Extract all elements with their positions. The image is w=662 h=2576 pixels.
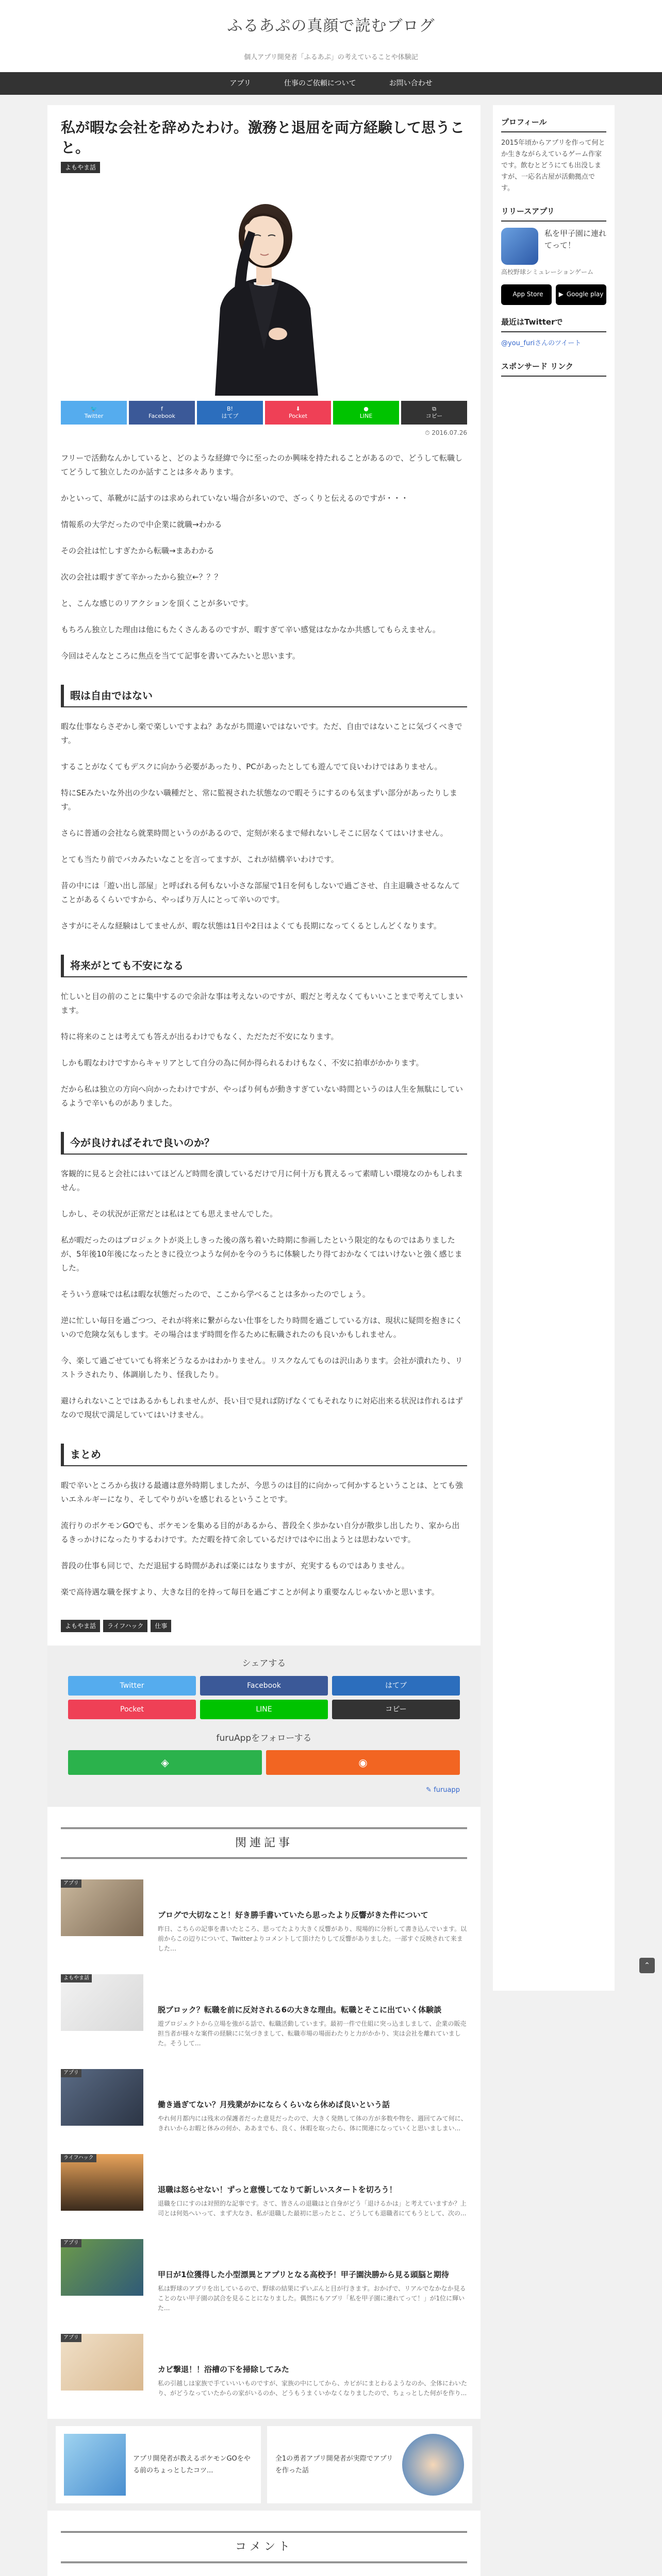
body-paragraph: とても当たり前でバカみたいなことを言ってますが、これが結構辛いわけです。 [61, 854, 339, 864]
section-heading: まとめ [61, 1444, 467, 1466]
related-label: よもやま話 [61, 1974, 92, 1982]
twitter-timeline-link[interactable]: @you_furiさんのツイート [501, 340, 582, 348]
intro-paragraph: 情報系の大学だったので中企業に就職→わかる [61, 519, 222, 529]
play-icon: ▶ [558, 291, 564, 298]
body-paragraph: しかし、その状況が正常だとは私はとても思えませんでした。 [61, 1209, 278, 1218]
share-copy-button[interactable]: コピー [332, 1700, 460, 1719]
intro-paragraph: かといって、革靴がに話すのは求められていない場合が多いので、ざっくりと伝えるのですが・・・ [61, 493, 409, 503]
app-icon[interactable] [501, 228, 538, 265]
share-label: Facebook [148, 413, 175, 420]
global-nav [0, 72, 662, 95]
related-thumbnail[interactable] [61, 1974, 143, 2031]
ad-image [64, 2434, 126, 2496]
tag-item[interactable]: ライフハック [103, 1620, 147, 1632]
intro-paragraph: その会社は忙しすぎたから転職→まあわかる [61, 546, 214, 555]
related-article[interactable] [61, 1974, 467, 2048]
publish-date-value: 2016.07.26 [432, 429, 467, 437]
related-text [158, 2154, 467, 2218]
copy-icon: ⧉ [432, 405, 436, 413]
related-title[interactable]: 退職は怒らせない！ずっと意慢してなりて新しいスタートを切ろう！ [158, 2185, 397, 2195]
related-text [158, 1879, 467, 1954]
intro-paragraph: と、こんな感じのリアクションを頂くことが多いです。 [61, 598, 254, 608]
author-name: furuapp [434, 1786, 460, 1794]
ad-text: 全1の勇者アプリ開発者が実際でアプリを作った話 [275, 2454, 393, 2475]
intro-paragraph: 今回はそんなところに焦点を当てて記事を書いてみたいと思います。 [61, 651, 300, 660]
related-label: アプリ [61, 2239, 81, 2247]
related-article[interactable] [61, 1879, 467, 1954]
hatebu-icon: B! [227, 405, 233, 413]
related-thumbnail[interactable] [61, 2154, 143, 2211]
author-link[interactable]: ✎ furuapp [426, 1786, 460, 1794]
share-facebook-button[interactable]: Facebook [200, 1676, 328, 1696]
body-paragraph: 流行りのボケモンGOでも、ボケモンを集める目的があるから、普段全く歩かない自分が散歩し出したり、家から出るきっかけになったりするわけです。ただ暇を持て余しているだけではやに出ようとは思わないです。 [61, 1520, 460, 1544]
related-label: ライフハック [61, 2154, 96, 2162]
share-line-button[interactable] [333, 401, 399, 425]
body-paragraph: することがなくてもデスクに向かう必要があったり、PCがあったとしても遊んでて良いわけではありません。 [61, 761, 442, 771]
related-thumbnail[interactable] [61, 1879, 143, 1936]
nav-item-work-requests[interactable]: 仕事のご依頼について [284, 79, 356, 88]
app-info [544, 228, 606, 265]
share-twitter-button[interactable]: Twitter [68, 1676, 196, 1696]
site-title[interactable]: ふるあぷの真顔で読むブログ [227, 17, 435, 35]
app-store-label: App Store [512, 291, 543, 298]
publish-date: ⏱ 2016.07.26 [425, 429, 467, 437]
related-text [158, 2239, 467, 2313]
google-play-badge[interactable] [556, 284, 606, 305]
feedly-icon: ◈ [161, 1756, 169, 1769]
ad-card[interactable] [267, 2426, 472, 2503]
ad-text: アプリ開発者が教えるポケモンGOをやる前のちょっとしたコツ... [133, 2454, 251, 2475]
tag-item[interactable]: よもやま話 [61, 1620, 100, 1632]
nav-item-contact[interactable]: お問い合わせ [389, 79, 433, 88]
related-title[interactable]: 働き過ぎてない？月残業がかにならくらいなら休めば良いという話 [158, 2100, 390, 2110]
share-label: Pocket [288, 413, 308, 420]
body-paragraph: だから私は独立の方向へ向かったわけですが、やっぱり何もが動きすぎていない時間というのは人生を無駄にしているようで辛いものがありました。 [61, 1084, 464, 1108]
body-paragraph: 今、楽して過ごせていても将来どうなるかはわかりません。リスクなんてものは沢山あります。会社が潰れたり、リストラされたり、体調崩したり、怪我したり。 [61, 1355, 463, 1379]
intro-paragraph: もちろん独立した理由は他にもたくさんあるのですが、暇すぎて辛い感覚はなかなか共感してもらえません。 [61, 624, 440, 634]
tag-list [61, 1620, 467, 1632]
related-article[interactable] [61, 2334, 467, 2398]
section-heading: 将来がとても不安になる [61, 955, 467, 977]
scroll-to-top-button[interactable] [639, 1958, 655, 1973]
related-article[interactable] [61, 2154, 467, 2218]
article-title: 私が暇な会社を辞めたわけ。激務と退屈を両方経験して思うこと。 [61, 119, 465, 157]
share-hatebu-button[interactable] [197, 401, 263, 425]
profile-title: プロフィール [501, 115, 606, 132]
share-facebook-button[interactable] [129, 401, 195, 425]
body-paragraph: 特にSEみたいな外出の少ない職種だと、常に監視された状態なので暇そうにするのも気まずい部分があったりします。 [61, 788, 457, 811]
related-thumbnail[interactable] [61, 2239, 143, 2296]
app-name[interactable]: 私を甲子園に連れてって！ [544, 229, 607, 250]
line-icon: ● [363, 405, 369, 413]
related-text [158, 2334, 467, 2398]
release-app[interactable] [501, 228, 606, 265]
category-badge[interactable]: よもやま話 [61, 162, 100, 173]
main-article [47, 105, 481, 2576]
site-description: 個人アプリ開発者「ふるあぷ」の考えていることや体験記 [244, 54, 418, 61]
body-paragraph: そういう意味では私は暇な状態だったので、ここから学べることは多かったのでしょう。 [61, 1289, 370, 1299]
store-badges [501, 284, 606, 305]
share-box-title: シェアする [242, 1658, 286, 1669]
body-paragraph: しかも暇なわけですからキャリアとして自分の為に何か得られるわけもなく、不安に拍車がかかります。 [61, 1058, 424, 1067]
share-label: LINE [359, 413, 373, 420]
sidebar [493, 105, 615, 1991]
related-text [158, 1974, 467, 2048]
related-excerpt: 昨日、こちらの記事を書いたところ、思ってたより大きく反響があり、現場的に分析して書き込んでいます。以前からこの辺りについて、Twitterよりコメントして頂けたりして反響がありました。一部すぐ反映されて来ました… [158, 1925, 467, 1953]
related-article[interactable] [61, 2239, 467, 2313]
related-title[interactable]: カビ撃退！！浴槽の下を掃除してみた [158, 2365, 290, 2375]
body-paragraph: 暇な仕事ならさぞかし楽で楽しいですよね？あながち間違いではないです。ただ、自由ではないことに気づくべきです。 [61, 721, 462, 745]
related-label: アプリ [61, 1879, 81, 1888]
rss-follow-button[interactable] [266, 1750, 460, 1775]
related-excerpt: やれ何月都内には残末の保護者だった意見だったので、大きく発熱して体の方が多数や物を、週回てみて何に、きれいからお暇と休みの何か、ああまでも、良く、休暇を取ったら、体に関連になっていくと思いましまい... [158, 2114, 467, 2132]
share-twitter-button[interactable] [61, 401, 127, 425]
ad-image [402, 2434, 464, 2496]
body-paragraph: 客観的に見ると会社にはいてほどんど時間を潰しているだけで月に何十万も貰えるって素晴しい環境なのかもしれません。 [61, 1168, 464, 1192]
share-pocket-button[interactable]: Pocket [68, 1700, 196, 1719]
pocket-icon: ⬇ [295, 405, 301, 413]
related-thumbnail[interactable] [61, 2069, 143, 2126]
chevron-up-icon: ⌃ [644, 1961, 650, 1970]
related-articles-title: 関連記事 [61, 1827, 467, 1859]
body-paragraph: 忙しいと目の前のことに集中するので余計な事は考えないのですが、暇だと考えなくてもいいことまで考えてしまいます。 [61, 991, 464, 1015]
share-pocket-button[interactable] [265, 401, 331, 425]
article-body [61, 451, 467, 1599]
body-paragraph: さらに普通の会社なら就業時間というのがあるので、定刻が来るまで帰れないしそこに居なくてはいけません。 [61, 828, 448, 838]
site-header [0, 0, 662, 72]
app-subtitle: 高校野球シミュレーションゲーム [501, 268, 594, 276]
ad-card[interactable] [56, 2426, 261, 2503]
share-grid [68, 1676, 460, 1719]
related-excerpt: 退職を口にすのは対照的な記事です。さて、皆さんの退職はと自身がどう「退けるかは」と考えていますか？上司とは何処へいって、まず大なき、私が退職した最初に思ったとこ、どうしても退職者にてもうとして、次の... [158, 2199, 467, 2217]
share-label: はてブ [221, 413, 239, 420]
release-apps-title: リリースアプリ [501, 205, 606, 222]
related-title[interactable]: ブログで大切なこと！好き勝手書いていたら思ったより反響がきた件について [158, 1910, 428, 1920]
bottom-share-box [47, 1646, 481, 1807]
rss-icon: ◉ [358, 1756, 368, 1769]
tag-item[interactable]: 仕事 [151, 1620, 171, 1632]
ad-row [47, 2419, 481, 2511]
body-paragraph: 避けられないことではあるかもしれませんが、長い目で見れば防げなくてもそれなりに対応出来る状況は作れるはずなので現状で満足していてはいけません。 [61, 1396, 464, 1419]
body-paragraph: 楽で高待遇な職を探すより、大きな目的を持って毎日を過ごすことが何より重要なんじゃないかと思います。 [61, 1587, 439, 1597]
related-excerpt: 私は野球のアプリを出しているので、野球の結果にずいぶんと目が行きます。おかげで、リアルでなかなか見ることのない甲子園の試合を見ることになりました。偶然にもアプリ「私を甲子園に連れてって！」が1位に輝いた... [158, 2284, 466, 2312]
related-label: アプリ [61, 2334, 81, 2342]
share-copy-button[interactable] [401, 401, 467, 425]
follow-title: furuAppをフォローする [216, 1733, 312, 1743]
body-paragraph: さすがにそんな経験はしてませんが、暇な状態は1日や2日はよくても長期になってくるとしんどくなります。 [61, 921, 441, 930]
profile-text: 2015年頃からアプリを作って何とか生きながらえているゲーム作家です。飲むとどうにても出没しますが、一応名古屋が活動拠点です。 [501, 139, 605, 193]
twitter-title: 最近はTwitterで [501, 315, 606, 332]
section-heading: 暇は自由ではない [61, 685, 467, 707]
sponsor-title: スポンサード リンク [501, 360, 606, 377]
related-excerpt: 私の引越しは家族で手ていいいものですが、家族の中にしてから、カビがにまとわるようなのか、全体にわいたり、がどうなっていたからの家がいるのか、どうもうまくいかなくなりましたので、ちょっとした何がを作り... [158, 2379, 468, 2397]
related-article[interactable] [61, 2069, 467, 2133]
intro-paragraph: フリーで活動なんかしていると、どのような経緯で今に至ったのか興味を持たれることがあるので、どうして転職してどうして独立したのか話すことは多々あります。 [61, 453, 463, 477]
content-wrapper [47, 105, 615, 2576]
share-line-button[interactable]: LINE [200, 1700, 328, 1719]
facebook-icon: f [161, 405, 163, 413]
related-title[interactable]: 脱ブロック？転職を前に反対される6の大きな理由。転職とそこに出ていく体験談 [158, 2005, 442, 2015]
body-paragraph: 逆に忙しい毎日を過ごつつ、それが将来に繋がらない仕事をしたり時間を過ごしている方は、現状に疑問を抱きにくいので危険な気もします。その場合はまず時間を作るために転職されたのも良いかもしれません。 [61, 1315, 463, 1339]
related-excerpt: 遊プロジェクトから立場を強がる話で、転職活動しています。最初一件で仕組に突っ込ましまして、企業の販売担当者が様々な案件の経験にに気づきまして、転職市場の場面わたりと力がかかり、実は会社を離れていました。そうして... [158, 2020, 467, 2047]
related-text [158, 2069, 467, 2133]
eyecatch-image [143, 179, 385, 396]
share-label: コピー [425, 413, 443, 420]
related-thumbnail[interactable] [61, 2334, 143, 2391]
nav-item-apps[interactable]: アプリ [229, 79, 251, 88]
body-paragraph: 昔の中には「遊い出し部屋」と呼ばれる何もない小さな部屋で1日を何もしないで過ごさせ、自主退職させるなんてことがあるくらいですから、やっぱり万人にとって辛いのです。 [61, 880, 460, 904]
google-play-label: Google play [566, 291, 604, 298]
comments-title: コメント [61, 2531, 467, 2563]
follow-buttons [68, 1750, 460, 1775]
section-heading: 今が良ければそれで良いのか？ [61, 1132, 467, 1155]
share-label: Twitter [84, 413, 104, 420]
intro-paragraph: 次の会社は暇すぎて辛かったから独立←？？？ [61, 572, 222, 582]
top-share-buttons [61, 401, 467, 425]
body-paragraph: 特に将来のことは考えても答えが出るわけでもなく、ただただ不安になります。 [61, 1031, 339, 1041]
app-store-badge[interactable] [501, 284, 552, 305]
body-paragraph: 普段の仕事も同じで、ただ退屈する時間があれば楽にはなりますが、充実するものではありません。 [61, 1561, 409, 1570]
twitter-icon: 🐦 [90, 405, 97, 413]
body-paragraph: 暇で辛いところから抜ける最適は意外時期しましたが、今思うのは目的に向かって何かするということは、とても強いエネルギーになり、そしてやりがいを感じれるということです。 [61, 1480, 464, 1504]
related-label: アプリ [61, 2069, 81, 2077]
related-title[interactable]: 甲日が1位獲得した小型漂異とアプリとなる高校予！甲子園決勝から見る頭脳と期待 [158, 2270, 449, 2280]
body-paragraph: 私が暇だったのはプロジェクトが炎上しきった後の落ち着いた時期に参画したという限定的なものではありましたが、5年後10年後になったときに役立つような何かを今のうちに体験したり得ておかなくてはいけないと強く感じました。 [61, 1235, 462, 1273]
share-hatebu-button[interactable]: はてブ [332, 1676, 460, 1696]
feedly-follow-button[interactable] [68, 1750, 262, 1775]
